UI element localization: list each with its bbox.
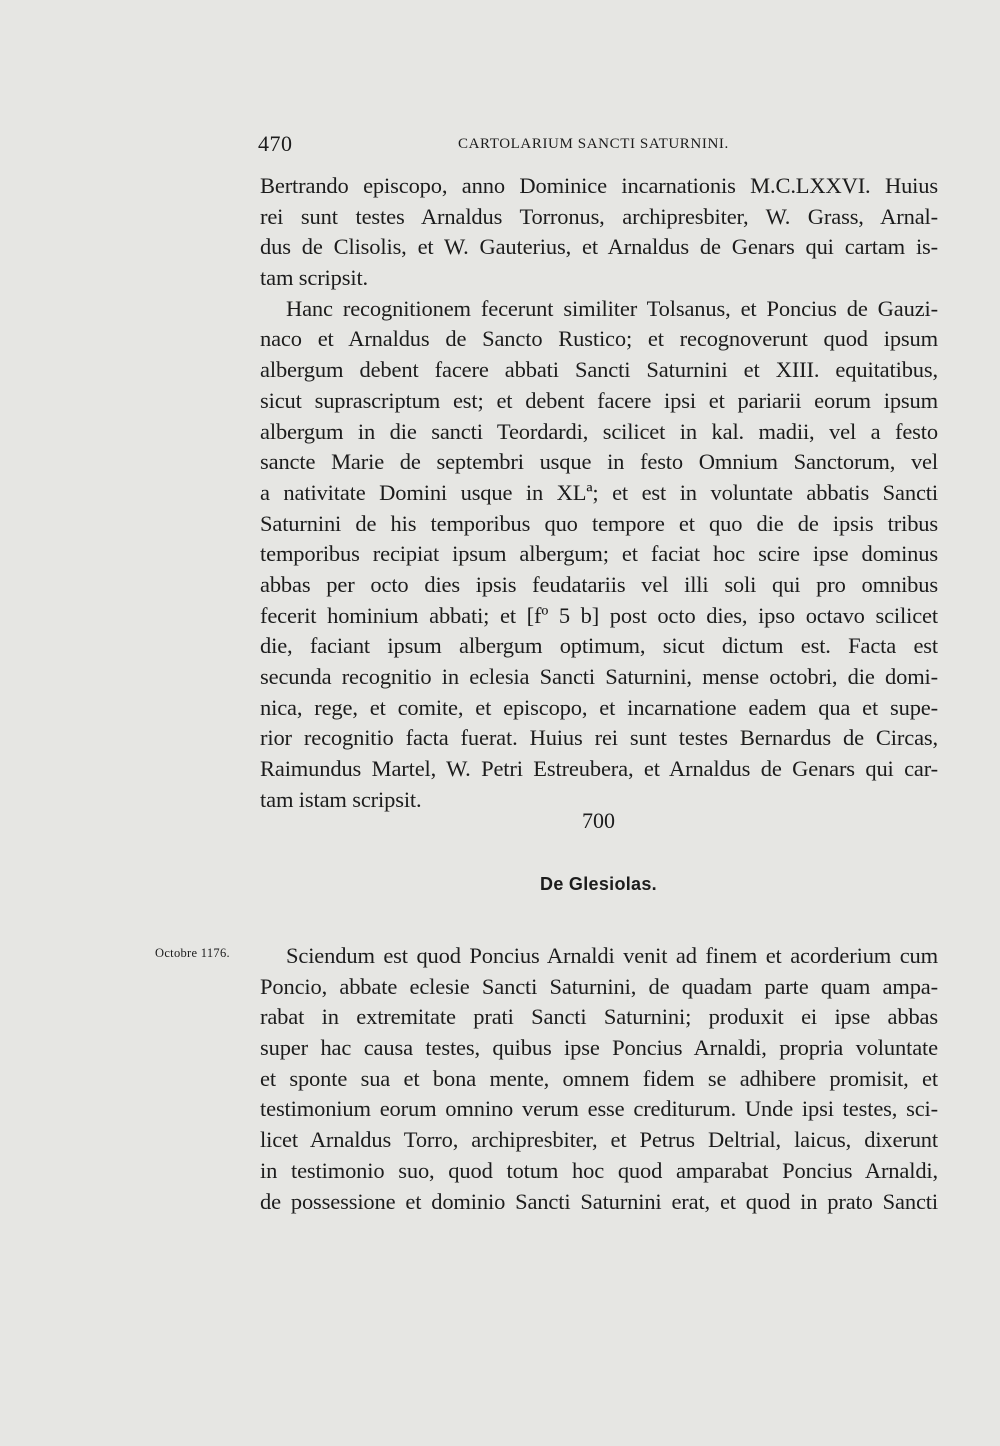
- text-line: Poncio, abbate eclesie Sancti Saturnini, de quadam parte quam ampa-: [260, 973, 938, 999]
- text-line: in testimonio suo, quod totum hoc quod amparabat Poncius Arnaldi,: [260, 1157, 938, 1183]
- text-line: tam istam scripsit.: [260, 786, 422, 812]
- text-line: Sciendum est quod Poncius Arnaldi venit ad finem et acorderium cum: [286, 943, 938, 968]
- page-number: 470: [258, 131, 293, 156]
- text-line: de possessione et dominio Sancti Saturnini erat, et quod in prato Sancti: [260, 1188, 938, 1214]
- text-line: rior recognitio facta fuerat. Huius rei sunt testes Bernardus de Circas,: [260, 725, 938, 751]
- text-line: licet Arnaldus Torro, archipresbiter, et Petrus Deltrial, laicus, dixerunt: [260, 1127, 938, 1153]
- text-line: et sponte sua et bona mente, omnem fidem se adhibere promisit, et: [260, 1065, 938, 1091]
- charter-title: De Glesiolas.: [540, 874, 657, 894]
- text-line: nica, rege, et comite, et episcopo, et incarnatione eadem qua et supe-: [260, 694, 938, 720]
- text-line: die, faciant ipsum albergum optimum, sicut dictum est. Facta est: [260, 633, 938, 659]
- text-line: Saturnini de his temporibus quo tempore et quo die de ipsis tribus: [260, 510, 938, 536]
- text-line: naco et Arnaldus de Sancto Rustico; et recognoverunt quod ipsum: [260, 326, 938, 352]
- page-header: [258, 131, 940, 161]
- text-line: albergum debent facere abbati Sancti Saturnini et XIII. equitatibus,: [260, 357, 938, 383]
- text-line: sancte Marie de septembri usque in festo Omnium Sanctorum, vel: [260, 449, 938, 475]
- text-line: sicut suprascriptum est; et debent facere ipsi et pariarii eorum ipsum: [260, 387, 938, 413]
- text-line: dus de Clisolis, et W. Gauterius, et Arnaldus de Genars qui cartam is-: [260, 234, 938, 260]
- margin-date: Octobre 1176.: [155, 946, 230, 960]
- text-line: abbas per octo dies ipsis feudatariis vel illi soli qui pro omnibus: [260, 571, 938, 597]
- text-line: rabat in extremitate prati Sancti Saturnini; produxit ei ipse abbas: [260, 1004, 938, 1030]
- text-line: Hanc recognitionem fecerunt similiter Tolsanus, et Poncius de Gauzi-: [286, 295, 938, 321]
- text-line: albergum in die sancti Teordardi, scilicet in kal. madii, vel a festo: [260, 418, 938, 444]
- text-line: Bertrando episcopo, anno Dominice incarnationis M.C.LXXVI. Huius: [260, 173, 938, 198]
- text-line: secunda recognitio in eclesia Sancti Saturnini, mense octobri, die domi-: [260, 664, 938, 689]
- text-line: super hac causa testes, quibus ipse Poncius Arnaldi, propria voluntate: [260, 1035, 938, 1061]
- text-line: Raimundus Martel, W. Petri Estreubera, et Arnaldus de Genars qui car-: [260, 756, 938, 782]
- running-title: CARTOLARIUM SANCTI SATURNINI.: [458, 136, 729, 152]
- text-line: rei sunt testes Arnaldus Torronus, archipresbiter, W. Grass, Arnal-: [260, 203, 938, 229]
- charter-number: 700: [582, 808, 615, 833]
- text-line: temporibus recipiat ipsum albergum; et faciat hoc scire ipse dominus: [260, 541, 938, 567]
- text-line: testimonium eorum omnino verum esse crediturum. Unde ipsi testes, sci-: [260, 1096, 938, 1122]
- text-line: fecerit hominium abbati; et [fº 5 b] post octo dies, ipso octavo scilicet: [260, 602, 938, 628]
- continuation-text: [260, 171, 938, 815]
- text-line: tam scripsit.: [260, 265, 369, 291]
- text-line: a nativitate Domini usque in XLª; et est in voluntate abbatis Sancti: [260, 479, 938, 505]
- charter-text: [260, 941, 938, 1217]
